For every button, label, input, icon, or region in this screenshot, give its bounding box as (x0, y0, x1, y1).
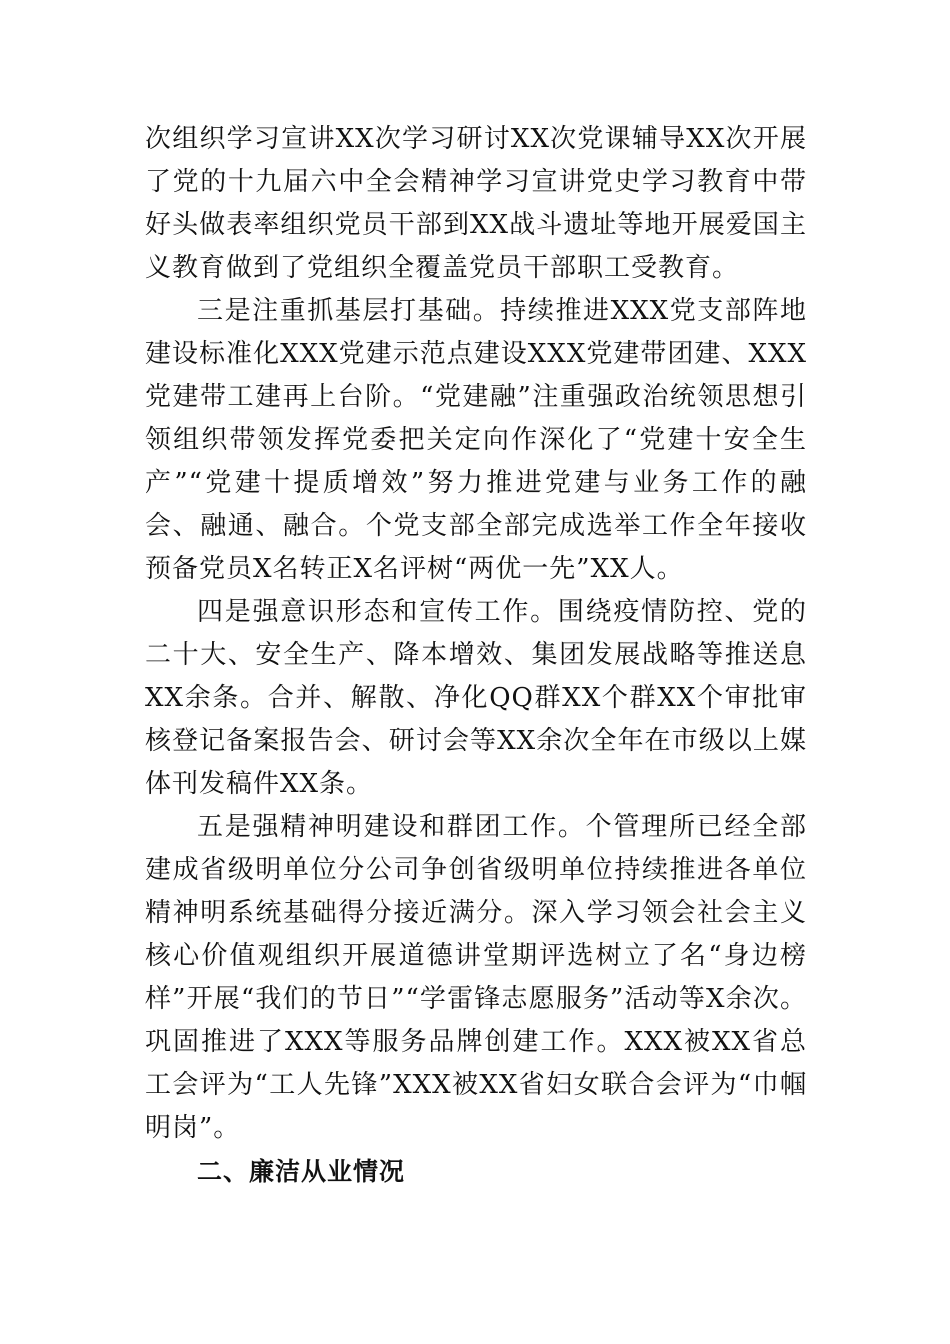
section-heading: 二、廉洁从业情况 (197, 1157, 406, 1186)
paragraph-continuation: 次组织学习宣讲XX次学习研讨XX次党课辅导XX次开展了党的十九届六中全会精神学习宣讲党史学习教育中带好头做表率组织党员干部到XX战斗遗址等地开展爱国主义教育做到了党组织全覆盖党员干部职工受教育。 (145, 124, 807, 283)
paragraph-ideology-publicity: 四是强意识形态和宣传工作。围绕疫情防控、党的二十大、安全生产、降本增效、集团发展战略等推送息XX余条。合并、解散、净化QQ群XX个群XX个审批审核登记备案报告会、研讨会等XX余次全年在市级以上媒体刊发稿件XX条。 (145, 597, 807, 799)
document-body (145, 118, 807, 1193)
paragraph-spiritual-civilization: 五是强精神明建设和群团工作。个管理所已经全部建成省级明单位分公司争创省级明单位持续推进各单位精神明系统基础得分接近满分。深入学习领会社会主义核心价值观组织开展道德讲堂期评选树立了名“身边榜样”开展“我们的节日”“学雷锋志愿服务”活动等X余次。巩固推进了XXX等服务品牌创建工作。XXX被XX省总工会评为“工人先锋”XXX被XX省妇女联合会评为“巾帼明岗”。 (145, 812, 807, 1143)
paragraph-grassroots: 三是注重抓基层打基础。持续推进XXX党支部阵地建设标准化XXX党建示范点建设XXX党建带团建、XXX党建带工建再上台阶。“党建融”注重强政治统领思想引领组织带领发挥党委把关定向作深化了“党建十安全生产”“党建十提质增效”努力推进党建与业务工作的融会、融通、融合。个党支部全部完成选举工作全年接收预备党员X名转正X名评树“两优一先”XX人。 (145, 296, 807, 584)
